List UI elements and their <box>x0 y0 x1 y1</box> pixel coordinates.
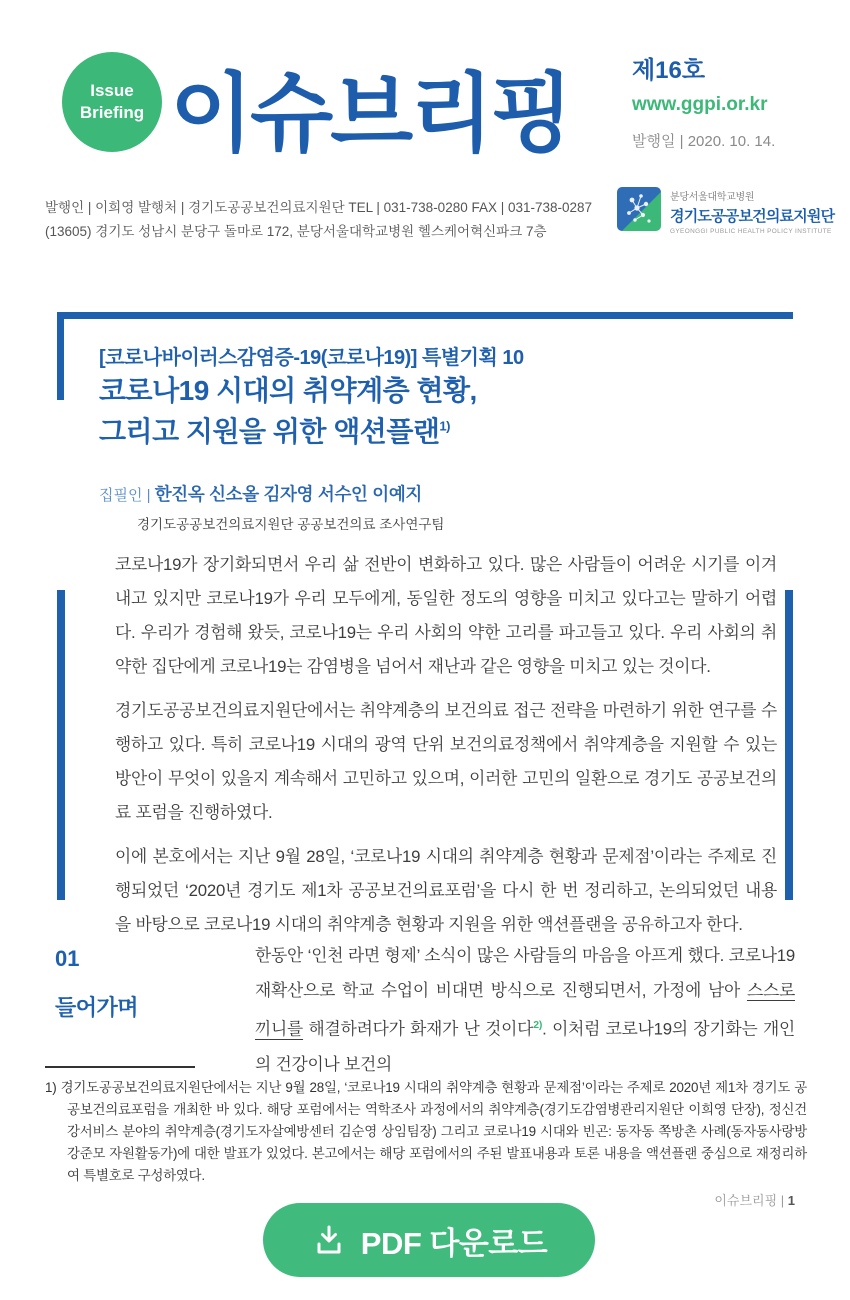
title-left-bar <box>57 312 64 400</box>
section-paragraph-part1: 한동안 ‘인천 라면 형제’ 소식이 많은 사람들의 마음을 아프게 했다. 코로나19 재확산으로 학교 수업이 비대면 방식으로 진행되면서, 가정에 남아 <box>255 946 795 1000</box>
footnote-separator <box>45 1066 195 1068</box>
institute-logo-text <box>670 188 834 235</box>
intro-right-bar <box>785 590 793 900</box>
hospital-name: 분당서울대학교병원 <box>670 192 755 203</box>
section-paragraph <box>255 938 795 1082</box>
institute-logo <box>616 186 834 237</box>
download-icon <box>311 1222 347 1258</box>
section-number: 01 <box>55 946 80 971</box>
institute-name: 경기도공공보건의료지원단 <box>670 208 835 225</box>
section-paragraph-underlined: 스스로 끼니를 <box>255 981 795 1039</box>
intro-paragraphs <box>115 548 777 952</box>
header-meta <box>632 50 775 151</box>
institute-logo-icon <box>616 186 662 237</box>
footnote <box>45 1077 807 1187</box>
authors-block <box>99 481 444 533</box>
intro-left-bar <box>57 590 65 900</box>
authors-line <box>99 481 444 506</box>
issue-number: 제16호 <box>632 57 706 84</box>
title-top-bar <box>57 312 793 319</box>
section-paragraph-part3: . 이처럼 코로나19의 장기화는 개인의 건강이나 보건의 <box>255 1019 795 1074</box>
issue-briefing-badge <box>62 52 162 152</box>
title-footnote-ref: 1) <box>439 418 450 434</box>
publisher-info <box>45 196 610 243</box>
article-title-line2: 그리고 지원을 위한 액션플랜 <box>99 415 440 447</box>
article-title-line1: 코로나19 시대의 취약계층 현황, <box>99 375 477 406</box>
pdf-download-button[interactable] <box>263 1203 595 1277</box>
website-link[interactable]: www.ggpi.or.kr <box>632 94 768 115</box>
authors-names: 한진옥 신소올 김자영 서수인 이예지 <box>154 484 423 504</box>
authors-label: 집필인 | <box>99 487 155 504</box>
institute-name-en: GYEONGGI PUBLIC HEALTH POLICY INSTITUTE <box>670 228 832 235</box>
publisher-line2: (13605) 경기도 성남시 분당구 돌마로 172, 분당서울대학교병원 헬스케어혁신파크 7층 <box>45 223 547 239</box>
footnote-text: 경기도공공보건의료지원단에서는 지난 9월 28일, ‘코로나19 시대의 취약계층 현황과 문제점’이라는 주제로 2020년 제1차 경기도 공공보건의료포럼을 개최한 바 있다. 해당 포럼에서는 역학조사 과정에서의 취약계층(경기도감염병관리지원단 이희영 단장), 정신건강서비스 분야의 취약계층(경기도자살예방센터 김순영 상임팀장) 그리고 코로나19 시대와 빈곤: 동자동 쪽방촌 사례(동자동사랑방 강준모 자원활동가)에 대한 발표가 있었다. 본고에서는 해당 포럼에서의 주된 발표내용과 토론 내용을 액션플랜 중심으로 재정리하여 특별호로 구성하였다. <box>60 1080 807 1183</box>
badge-line1: Issue <box>90 80 134 100</box>
masthead-title: 이슈브리핑 <box>170 66 571 162</box>
authors-team: 경기도공공보건의료지원단 공공보건의료 조사연구팀 <box>137 517 445 532</box>
footer-page-number: 1 <box>787 1193 795 1208</box>
pdf-download-label: PDF 다운로드 <box>360 1225 548 1261</box>
publish-date: 발행일 | 2020. 10. 14. <box>632 133 776 150</box>
footnote-marker: 1) <box>45 1080 61 1095</box>
intro-paragraph-2: 경기도공공보건의료지원단에서는 취약계층의 보건의료 접근 전략을 마련하기 위한 연구를 수행하고 있다. 특히 코로나19 시대의 광역 단위 보건의료정책에서 취약계층을 지원할 수 있는 방안이 무엇이 있을지 계속해서 고민하고 있으며, 이러한 고민의 일환으로 경기도 공공보건의료 포럼을 진행하였다. <box>115 701 777 822</box>
badge-line2: Briefing <box>79 103 145 122</box>
page-footer <box>600 1190 795 1209</box>
article-title <box>99 371 477 452</box>
series-kicker: [코로나바이러스감염증-19(코로나19)] 특별기획 10 <box>99 347 524 369</box>
body-footnote-ref: 2) <box>533 1019 543 1031</box>
section-paragraph-part2: 해결하려다가 화재가 난 것이다 <box>303 1019 534 1039</box>
section-title: 들어가며 <box>55 995 139 1020</box>
footer-brand: 이슈브리핑 | <box>714 1193 788 1208</box>
intro-paragraph-1: 코로나19가 장기화되면서 우리 삶 전반이 변화하고 있다. 많은 사람들이 어려운 시기를 이겨내고 있지만 코로나19가 우리 모두에게, 동일한 정도의 영향을 미치고 있다고는 말하기 어렵다. 우리가 경험해 왔듯, 코로나19는 우리 사회의 약한 고리를 파고들고 있다. 우리 사회의 취약한 집단에게 코로나19는 감염병을 넘어서 재난과 같은 영향을 미치고 있는 것이다. <box>115 555 777 676</box>
publisher-line1: 발행인 | 이희영 발행처 | 경기도공공보건의료지원단 TEL | 031-738-0280 FAX | 031-738-0287 <box>45 200 593 215</box>
intro-paragraph-3: 이에 본호에서는 지난 9월 28일, ‘코로나19 시대의 취약계층 현황과 문제점’이라는 주제로 진행되었던 ‘2020년 경기도 제1차 공공보건의료포럼’을 다시 한 번 정리하고, 논의되었던 내용을 바탕으로 코로나19 시대의 취약계층 현황과 지원을 위한 액션플랜을 공유하고자 한다. <box>115 847 777 934</box>
